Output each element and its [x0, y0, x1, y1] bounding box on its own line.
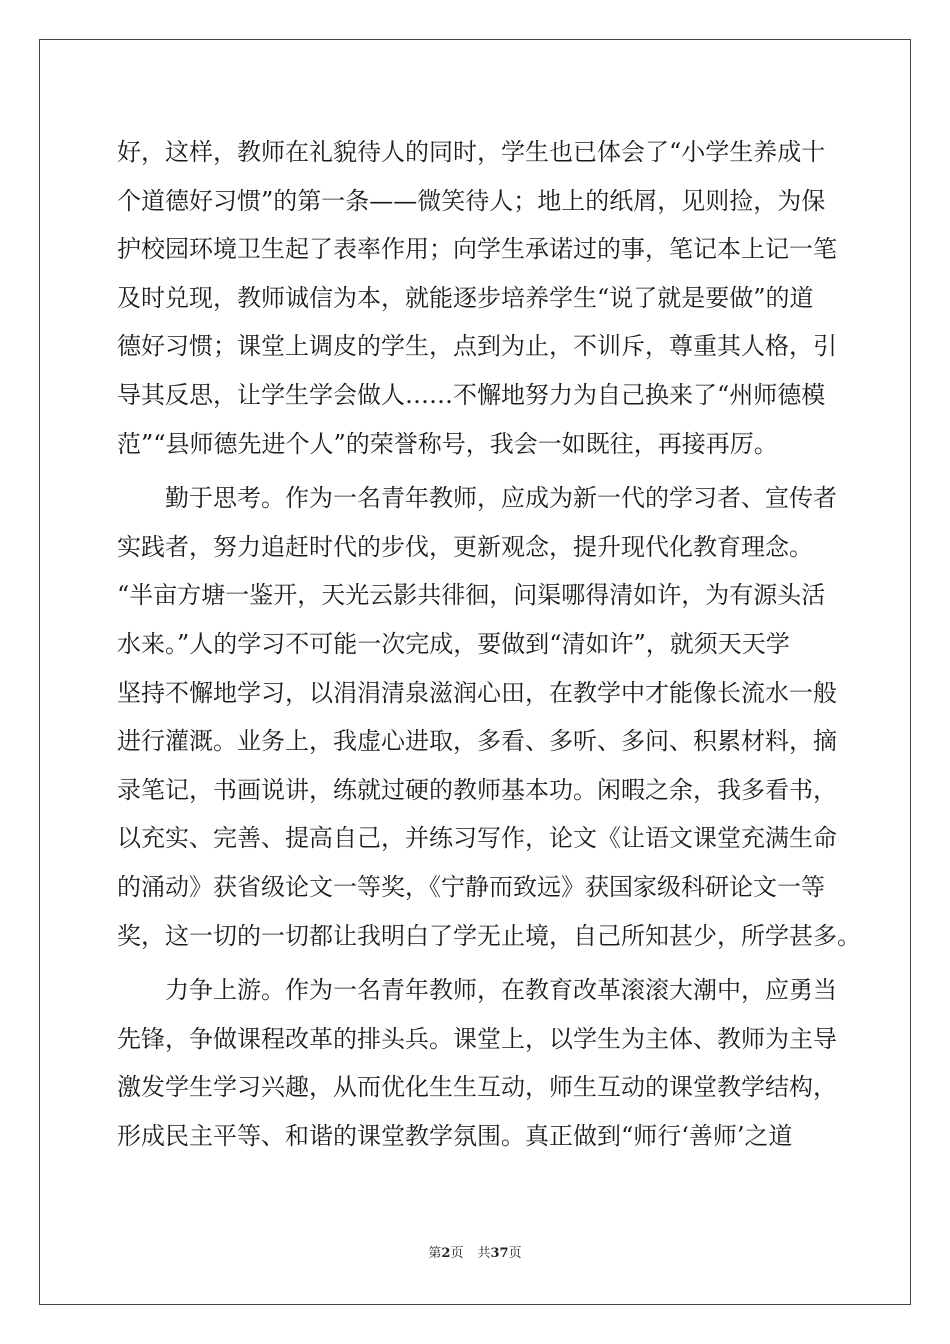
text-line: 激发学生学习兴趣，从而优化生生互动，师生互动的课堂教学结构，	[117, 1073, 837, 1102]
paragraph-start-line: 勤于思考。作为一名青年教师，应成为新一代的学习者、宣传者	[117, 484, 837, 513]
page-footer	[0, 1242, 950, 1261]
text-line: 录笔记，书画说讲，练就过硬的教师基本功。闲暇之余，我多看书，	[117, 775, 837, 804]
total-suffix: 页	[508, 1246, 522, 1261]
text-line: 好，这样，教师在礼貌待人的同时，学生也已体会了“小学生养成十	[117, 138, 826, 166]
page-prefix: 第	[428, 1246, 442, 1261]
text-line: 先锋，争做课程改革的排头兵。课堂上，以学生为主体、教师为主导	[117, 1024, 837, 1053]
text-line: 范”“县师德先进个人”的荣誉称号，我会一如既往，再接再厉。	[117, 429, 778, 458]
text-line: 护校园环境卫生起了表率作用；向学生承诺过的事，笔记本上记一笔	[117, 235, 837, 264]
text-line: 以充实、完善、提高自己，并练习写作，论文《让语文课堂充满生命	[117, 824, 837, 853]
page-number: 2	[441, 1246, 451, 1261]
text-line: 奖，这一切的一切都让我明白了学无止境，自己所知甚少，所学甚多。	[117, 921, 861, 950]
text-line: 坚持不懈地学习，以涓涓清泉滋润心田，在教学中才能像长流水一般	[117, 678, 837, 707]
text-line: 德好习惯；课堂上调皮的学生，点到为止，不训斥，尊重其人格，引	[117, 332, 837, 361]
text-line: 导其反思，让学生学会做人……不懈地努力为自己换来了“州师德模	[117, 380, 826, 409]
text-line: 个道德好习惯”的第一条——微笑待人；地上的纸屑，见则捡，为保	[117, 186, 826, 215]
text-line: “半亩方塘一鉴开，天光云影共徘徊，问渠哪得清如许，为有源头活	[117, 581, 826, 610]
text-line: 水来。”人的学习不可能一次完成，要做到“清如许”，就须天天学	[117, 629, 790, 658]
text-line: 进行灌溉。业务上，我虚心进取，多看、多听、多问、积累材料，摘	[117, 727, 837, 756]
page-suffix: 页	[450, 1246, 464, 1261]
text-line: 的涌动》获省级论文一等奖，《宁静而致远》获国家级科研论文一等	[117, 872, 825, 901]
total-pages: 37	[490, 1246, 509, 1261]
text-line: 形成民主平等、和谐的课堂教学氛围。真正做到“师行‘善师’之道	[117, 1121, 793, 1150]
text-line: 实践者，努力追赶时代的步伐，更新观念，提升现代化教育理念。	[117, 532, 813, 561]
body-text	[117, 128, 861, 1160]
paragraph-start-line: 力争上游。作为一名青年教师，在教育改革滚滚大潮中，应勇当	[117, 976, 837, 1005]
total-prefix: 共	[477, 1246, 491, 1261]
text-line: 及时兑现，教师诚信为本，就能逐步培养学生“说了就是要做”的道	[117, 283, 814, 312]
